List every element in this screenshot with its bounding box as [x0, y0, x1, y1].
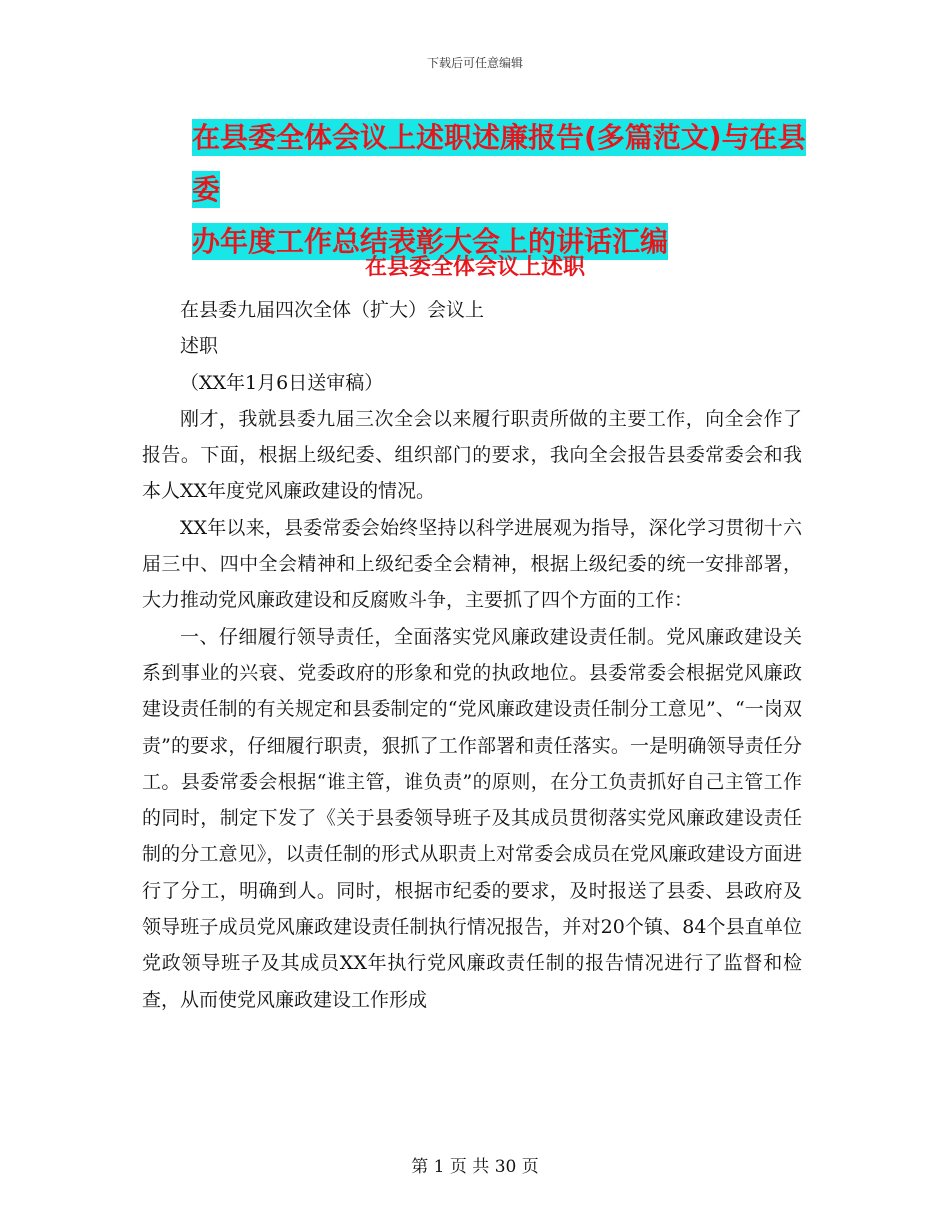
- paragraph-1: 刚才，我就县委九届三次全会以来履行职责所做的主要工作，向全会作了报告。下面，根据上级纪委、组织部门的要求，我向全会报告县委常委会和我本人XX年度党风廉政建设的情况。: [142, 407, 802, 503]
- date-line: （XX年1月6日送审稿）: [180, 371, 384, 394]
- document-body: [142, 292, 802, 1018]
- paragraph-2: XX年以来，县委常委会始终坚持以科学进展观为指导，深化学习贯彻十六届三中、四中全会精神和上级纪委全会精神，根据上级纪委的统一安排部署，大力推动党风廉政建设和反腐败斗争，主要抓了四个方面的工作：: [142, 516, 802, 612]
- page-number: 第 1 页 共 30 页: [411, 1157, 539, 1177]
- title-line-2: 办年度工作总结表彰大会上的讲话汇编: [192, 225, 669, 258]
- section-heading: 在县委全体会议上述职: [364, 255, 585, 280]
- page-header-note: 下载后可任意编辑: [426, 56, 523, 70]
- meeting-line: 在县委九届四次全体（扩大）会议上: [180, 299, 485, 321]
- paragraph-3: 一、仔细履行领导责任，全面落实党风廉政建设责任制。党风廉政建设关系到事业的兴衰、党委政府的形象和党的执政地位。县委常委会根据党风廉政建设责任制的有关规定和县委制定的“党风廉政建设责任制分工意见”、“一岗双责”的要求，仔细履行职责，狠抓了工作部署和责任落实。一是明确领导责任分工。县委常委会根据“谁主管，谁负责”的原则，在分工负责抓好自己主管工作的同时，制定下发了《关于县委领导班子及其成员贯彻落实党风廉政建设责任制的分工意见》，以责任制的形式从职责上对常委会成员在党风廉政建设方面进行了分工，明确到人。同时，根据市纪委的要求，及时报送了县委、县政府及领导班子成员党风廉政建设责任制执行情况报告，并对20个镇、84个县直单位党政领导班子及其成员XX年执行党风廉政责任制的报告情况进行了监督和检查，从而使党风廉政建设工作形成: [142, 625, 802, 1011]
- title-line-1: 在县委全体会议上述职述廉报告(多篇范文)与在县委: [192, 121, 806, 206]
- shuzhi-line: 述职: [180, 335, 219, 358]
- document-title: [140, 112, 820, 268]
